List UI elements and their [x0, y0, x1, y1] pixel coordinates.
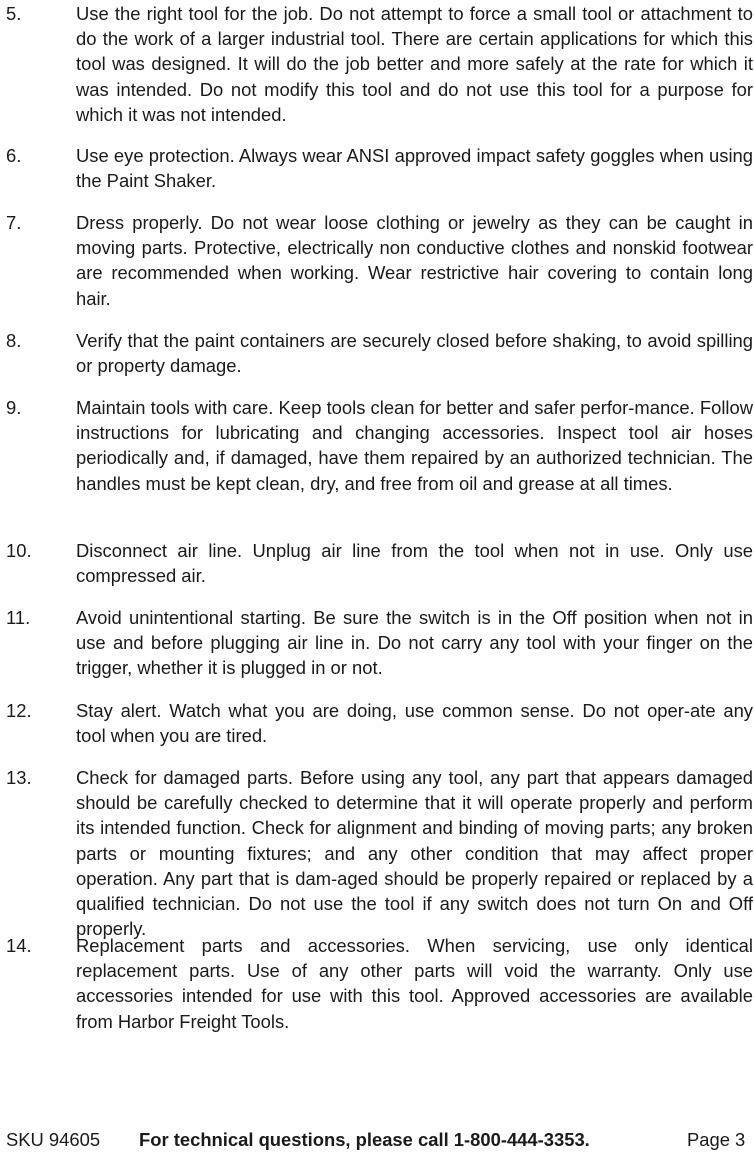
item-text: Disconnect air line. Unplug air line from the tool when not in use. Only use compressed air.	[76, 540, 753, 587]
item-number: 9.	[6, 397, 22, 418]
item-text: Check for damaged parts. Before using any tool, any part that appears damaged should be carefully checked to determine that it will operate properly and perform its intended function. Check for alignment and binding of moving parts; any broken parts or mounting fixtures; and any other condition that may affect proper operation. Any part that is dam-aged should be properly repaired or replaced by a qualified technician. Do not use the tool if any switch does not turn On and Off properly.	[76, 767, 753, 940]
item-text: Maintain tools with care. Keep tools clean for better and safer perfor-mance. Follow instructions for lubricating and changing accessories. Inspect tool air hoses periodically and, if damaged, have them repaired by an authorized technician. The handles must be kept clean, dry, and free from oil and grease at all times.	[76, 397, 753, 494]
tech-support-line: For technical questions, please call 1-800-444-3353.	[139, 1129, 590, 1150]
item-text: Dress properly. Do not wear loose clothing or jewelry as they can be caught in moving parts. Protective, electrically non conductive clothes and nonskid footwear are recommended when working. Wear restrictive hair covering to contain long hair.	[76, 212, 753, 309]
item-number: 13.	[6, 767, 32, 788]
item-number: 10.	[6, 540, 32, 561]
item-text: Use the right tool for the job. Do not attempt to force a small tool or attachment to do the work of a larger industrial tool. There are certain applications for which this tool was designed. It will do the job better and more safely at the rate for which it was intended. Do not modify this tool and do not use this tool for a purpose for which it was not intended.	[76, 3, 753, 125]
page-number: Page 3	[687, 1129, 746, 1150]
item-number: 12.	[6, 700, 32, 721]
item-number: 11.	[6, 607, 31, 628]
sku-label: SKU 94605	[6, 1129, 101, 1150]
item-number: 7.	[6, 212, 22, 233]
item-text: Stay alert. Watch what you are doing, use common sense. Do not oper-ate any tool when you are tired.	[76, 700, 753, 747]
item-number: 6.	[6, 145, 22, 166]
item-number: 5.	[6, 3, 22, 24]
item-text: Avoid unintentional starting. Be sure the switch is in the Off position when not in use and before plugging air line in. Do not carry any tool with your finger on the trigger, whether it is plugged in or not.	[76, 607, 753, 679]
item-text: Replacement parts and accessories. When servicing, use only identical replacement parts. Use of any other parts will void the warranty. Only use accessories intended for use with this tool. Approved accessories are available from Harbor Freight Tools.	[76, 935, 753, 1032]
item-text: Verify that the paint containers are securely closed before shaking, to avoid spilling or property damage.	[76, 330, 753, 377]
item-number: 8.	[6, 330, 22, 351]
page-footer	[0, 1125, 754, 1155]
item-text: Use eye protection. Always wear ANSI approved impact safety goggles when using the Paint Shaker.	[76, 145, 753, 192]
item-number: 14.	[6, 935, 32, 956]
